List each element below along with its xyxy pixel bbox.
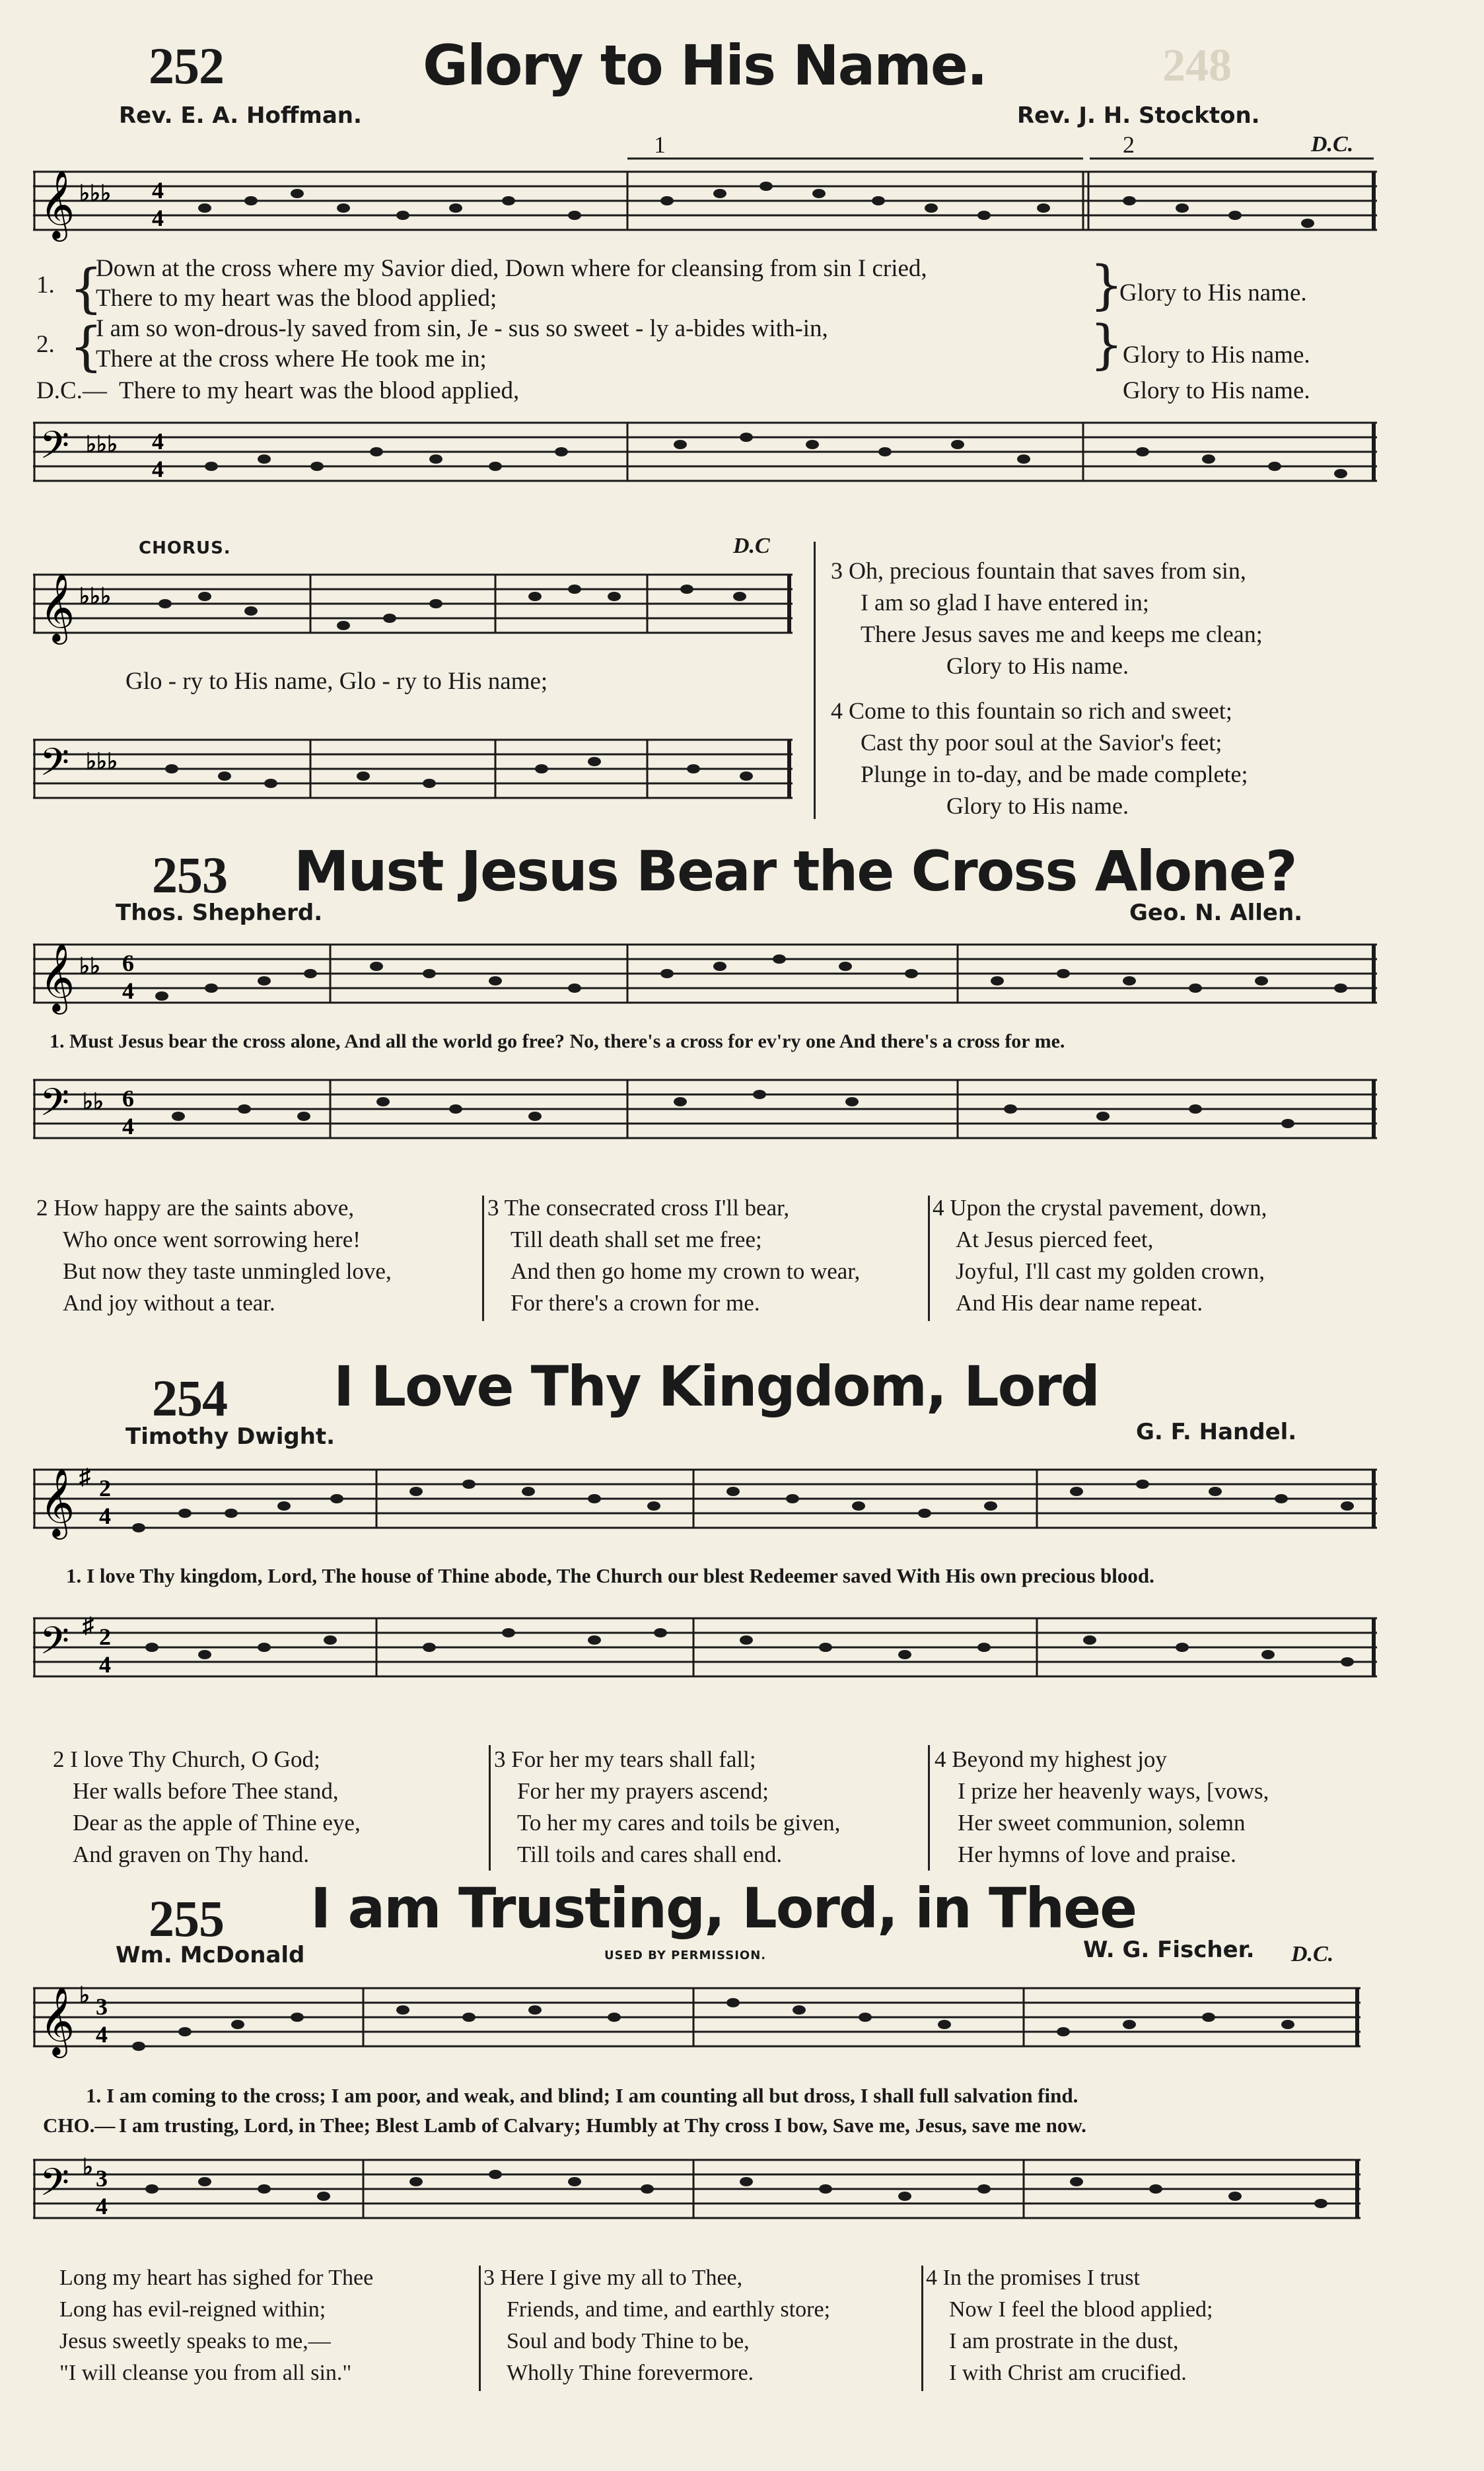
verse-line [831, 555, 1263, 587]
verse-line: Glory to His name. [946, 793, 1129, 819]
refrain-text: Glory to His name. [1123, 377, 1310, 404]
verse-line: And His dear name repeat. [956, 1290, 1203, 1316]
svg-text:♭♭: ♭♭ [79, 954, 101, 979]
svg-text:𝄢: 𝄢 [40, 2160, 70, 2214]
chorus-dc-mark: D.C [733, 534, 770, 558]
treble-staff [33, 1450, 1377, 1556]
svg-text:𝄢: 𝄢 [40, 740, 70, 794]
lyric-line: 1. I am coming to the cross; I am poor, and weak, and blind; I am counting all but dross, I shall full salvation find. [86, 2084, 1078, 2107]
verse-4 [926, 2262, 1213, 2389]
refrain-text: Glory to His name. [1123, 341, 1310, 369]
verse-4 [933, 1192, 1267, 1319]
svg-text:2: 2 [99, 1624, 111, 1650]
verse-number: 2 [53, 1746, 65, 1772]
verse-number: 3 [483, 2266, 495, 2290]
svg-text:2: 2 [99, 1475, 111, 1501]
dc-mark: D.C. [1311, 132, 1354, 157]
svg-text:𝄞: 𝄞 [40, 1468, 75, 1537]
svg-text:𝄢: 𝄢 [40, 423, 70, 477]
bass-staff [33, 1598, 1377, 1704]
chorus-label: CHORUS. [139, 538, 231, 558]
verse-label: 2. [36, 331, 55, 358]
hymn-253 [0, 826, 1484, 1341]
verse-line [935, 1744, 1269, 1775]
verse-line: Long has evil-reigned within; [59, 2297, 326, 2322]
words-credit: Wm. McDonald [116, 1942, 305, 1968]
verse-text: How happy are the saints above, [53, 1195, 355, 1221]
permission-note: USED BY PERMISSION. [604, 1949, 767, 1962]
brace: } [1090, 254, 1123, 316]
bass-staff [33, 2140, 1377, 2246]
treble-staff-notation [33, 1450, 1377, 1556]
bass-staff [33, 410, 1377, 522]
verse-line: Soul and body Thine to be, [507, 2329, 750, 2353]
chorus-label: CHO.— [43, 2114, 116, 2137]
words-credit: Rev. E. A. Hoffman. [119, 102, 362, 129]
verse-line [36, 1192, 392, 1224]
ghost-page-number: 248 [1162, 40, 1232, 91]
verse-2 [53, 1744, 361, 1871]
svg-text:𝄞: 𝄞 [40, 943, 75, 1012]
chorus-bass-notation [33, 727, 793, 812]
verse-line: And graven on Thy hand. [73, 1842, 310, 1867]
verse-line: But now they taste unmingled love, [63, 1258, 392, 1284]
svg-text:𝄞: 𝄞 [40, 573, 75, 642]
refrain-text: Glory to His name. [1119, 279, 1307, 306]
verse-4 [935, 1744, 1269, 1871]
verse-line [494, 1744, 840, 1775]
svg-text:♯: ♯ [79, 1465, 90, 1489]
svg-text:4: 4 [99, 1651, 111, 1678]
treble-staff-notation [33, 925, 1377, 1024]
verse-line: I am prostrate in the dust, [949, 2329, 1179, 2353]
svg-text:4: 4 [96, 2021, 108, 2048]
hymn-number: 253 [152, 846, 227, 904]
svg-text:4: 4 [152, 428, 164, 454]
verse-line: Till toils and cares shall end. [517, 1842, 783, 1867]
hymn-254 [0, 1341, 1484, 1889]
svg-text:𝄢: 𝄢 [40, 1080, 70, 1134]
verse-text: I love Thy Church, O God; [70, 1746, 320, 1772]
verse-line: And joy without a tear. [63, 1290, 275, 1316]
verse-line: Jesus sweetly speaks to me,— [59, 2329, 331, 2353]
verse-line: Friends, and time, and earthly store; [507, 2297, 831, 2322]
verse-number: 3 [487, 1195, 499, 1221]
verse-3 [487, 1192, 860, 1319]
hymn-number: 254 [152, 1369, 227, 1427]
words-credit: Timothy Dwight. [125, 1423, 336, 1450]
svg-text:♯: ♯ [83, 1614, 94, 1638]
chorus-bass-staff [33, 727, 793, 812]
verse-line: "I will cleanse you from all sin." [59, 2361, 352, 2385]
verse-line: Who once went sorrowing here! [63, 1227, 361, 1252]
music-credit: G. F. Handel. [1136, 1419, 1297, 1445]
column-divider [814, 542, 816, 819]
verse-text: For her my tears shall fall; [511, 1746, 756, 1772]
verse-line: Now I feel the blood applied; [949, 2297, 1213, 2322]
chorus-treble-notation [33, 561, 793, 661]
verse-line: I with Christ am crucified. [949, 2361, 1187, 2385]
chorus-line: I am trusting, Lord, in Thee; Blest Lamb of Calvary; Humbly at Thy cross I bow, Save me, Jesus, save me now. [119, 2114, 1086, 2137]
svg-text:3: 3 [96, 2165, 108, 2192]
column-divider [479, 2266, 481, 2391]
verse-number: 3 [831, 557, 843, 584]
svg-text:♭♭♭: ♭♭♭ [79, 182, 112, 206]
music-credit: Geo. N. Allen. [1129, 900, 1303, 926]
verse-line: I am so glad I have entered in; [861, 589, 1149, 616]
svg-text:4: 4 [152, 456, 164, 482]
verse-2 [59, 2262, 373, 2389]
verse-text: Come to this fountain so rich and sweet; [849, 698, 1232, 724]
brace: { [69, 258, 103, 319]
column-divider [489, 1745, 491, 1871]
brace: { [69, 316, 103, 377]
hymn-number: 255 [149, 1890, 224, 1947]
verse-number: 4 [935, 1746, 946, 1772]
svg-text:♭: ♭ [79, 1984, 90, 2008]
verse-number: 3 [494, 1746, 506, 1772]
svg-text:♭: ♭ [83, 2155, 94, 2180]
lyric-line: 1. Must Jesus bear the cross alone, And all the world go free? No, there's a cross for ev'ry one And there's a cross for me. [50, 1030, 1065, 1052]
words-credit: Thos. Shepherd. [116, 900, 323, 926]
lyric-line: I am so won-drous-ly saved from sin, Je - sus so sweet - ly a-bides with-in, [96, 315, 828, 342]
treble-staff-notation [33, 1968, 1377, 2074]
verse-line: There Jesus saves me and keeps me clean; [861, 621, 1263, 647]
svg-text:4: 4 [152, 177, 164, 203]
verse-line: Till death shall set me free; [511, 1227, 762, 1252]
bass-staff [33, 1060, 1377, 1159]
verse-line [933, 1192, 1267, 1224]
dc-mark: D.C. [1291, 1942, 1334, 1966]
treble-staff [33, 925, 1377, 1024]
verse-line: I prize her heavenly ways, [vows, [958, 1778, 1269, 1804]
lyric-line: 1. I love Thy kingdom, Lord, The house of Thine abode, The Church our blest Redeemer saved With His own precious blood. [66, 1564, 1154, 1587]
svg-text:♭♭♭: ♭♭♭ [86, 750, 118, 774]
bass-staff-notation [33, 410, 1377, 522]
ending-2: 2 [1123, 131, 1135, 158]
verse-line: Plunge in to-day, and be made complete; [861, 761, 1248, 787]
verse-line: Her hymns of love and praise. [958, 1842, 1236, 1867]
lyric-line: There to my heart was the blood applied, [119, 377, 520, 404]
svg-text:6: 6 [122, 1085, 134, 1112]
verse-line [483, 2262, 830, 2294]
hymn-252 [0, 0, 1484, 832]
svg-text:♭♭♭: ♭♭♭ [86, 433, 118, 457]
dc-label: D.C.— [36, 377, 107, 404]
verse-text: Here I give my all to Thee, [500, 2266, 743, 2290]
verse-line: Wholly Thine forevermore. [507, 2361, 754, 2385]
verse-3 [483, 2262, 830, 2389]
treble-staff [33, 1968, 1377, 2074]
svg-text:3: 3 [96, 1993, 108, 2020]
hymn-title: Glory to His Name. [423, 33, 987, 98]
column-divider [928, 1196, 930, 1321]
bass-staff-notation [33, 1060, 1377, 1159]
music-credit: W. G. Fischer. [1083, 1937, 1255, 1963]
hymn-number: 252 [149, 37, 224, 94]
verse-line [831, 695, 1248, 727]
verse-line: Joyful, I'll cast my golden crown, [956, 1258, 1265, 1284]
bass-staff-notation [33, 1598, 1377, 1704]
chorus-text: Glo - ry to His name, Glo - ry to His name; [125, 668, 548, 695]
bass-staff-notation [33, 2140, 1377, 2246]
svg-text:4: 4 [99, 1503, 111, 1529]
hymn-title: I am Trusting, Lord, in Thee [310, 1876, 1137, 1941]
treble-staff [33, 152, 1377, 258]
svg-text:4: 4 [96, 2193, 108, 2219]
verse-line [926, 2262, 1213, 2294]
ending-1: 1 [654, 131, 666, 158]
verse-line: Her sweet communion, solemn [958, 1810, 1246, 1836]
chorus-treble-staff [33, 561, 793, 661]
verse-text: Upon the crystal pavement, down, [950, 1195, 1267, 1221]
verse-number: 4 [933, 1195, 944, 1221]
lyric-line: Down at the cross where my Savior died, Down where for cleansing from sin I cried, [96, 255, 927, 282]
verse-line: For her my prayers ascend; [517, 1778, 769, 1804]
verse-number: 4 [831, 698, 843, 724]
svg-text:4: 4 [122, 1113, 134, 1139]
verse-line [487, 1192, 860, 1224]
verse-text: The consecrated cross I'll bear, [504, 1195, 790, 1221]
svg-text:𝄞: 𝄞 [40, 1986, 75, 2056]
svg-text:4: 4 [122, 978, 134, 1004]
verse-line: At Jesus pierced feet, [956, 1227, 1154, 1252]
verse-number: 2 [36, 1195, 48, 1221]
verse-line: Cast thy poor soul at the Savior's feet; [861, 729, 1222, 756]
column-divider [482, 1196, 484, 1321]
verse-line: And then go home my crown to wear, [511, 1258, 861, 1284]
verse-text: In the promises I trust [942, 2266, 1140, 2290]
verse-line [53, 1744, 361, 1775]
svg-text:𝄞: 𝄞 [40, 170, 75, 239]
svg-text:♭♭: ♭♭ [83, 1090, 104, 1114]
column-divider [921, 2266, 923, 2391]
svg-text:𝄢: 𝄢 [40, 1618, 70, 1672]
verse-line: Long my heart has sighed for Thee [59, 2266, 374, 2290]
treble-staff-notation [33, 152, 1377, 258]
verse-4 [831, 695, 1248, 822]
verse-line: Glory to His name. [946, 653, 1129, 679]
lyric-line: There to my heart was the blood applied; [96, 285, 497, 312]
verse-3 [831, 555, 1263, 682]
verse-text: Beyond my highest joy [952, 1746, 1167, 1772]
lyric-line: There at the cross where He took me in; [96, 345, 487, 373]
hymn-title: I Love Thy Kingdom, Lord [334, 1354, 1099, 1419]
column-divider [928, 1745, 930, 1871]
verse-text: Oh, precious fountain that saves from sin, [849, 557, 1246, 584]
svg-text:♭♭♭: ♭♭♭ [79, 585, 112, 609]
verse-3 [494, 1744, 840, 1871]
svg-text:4: 4 [152, 205, 164, 231]
verse-line: For there's a crown for me. [511, 1290, 760, 1316]
verse-line: To her my cares and toils be given, [517, 1810, 841, 1836]
hymn-255 [0, 1876, 1484, 2470]
brace: } [1090, 314, 1123, 375]
verse-line: Dear as the apple of Thine eye, [73, 1810, 361, 1836]
verse-line: Her walls before Thee stand, [73, 1778, 339, 1804]
verse-number: 4 [926, 2266, 937, 2290]
verse-2 [36, 1192, 392, 1319]
hymn-title: Must Jesus Bear the Cross Alone? [294, 839, 1296, 904]
svg-text:6: 6 [122, 950, 134, 976]
verse-label: 1. [36, 271, 55, 299]
music-credit: Rev. J. H. Stockton. [1017, 102, 1260, 129]
